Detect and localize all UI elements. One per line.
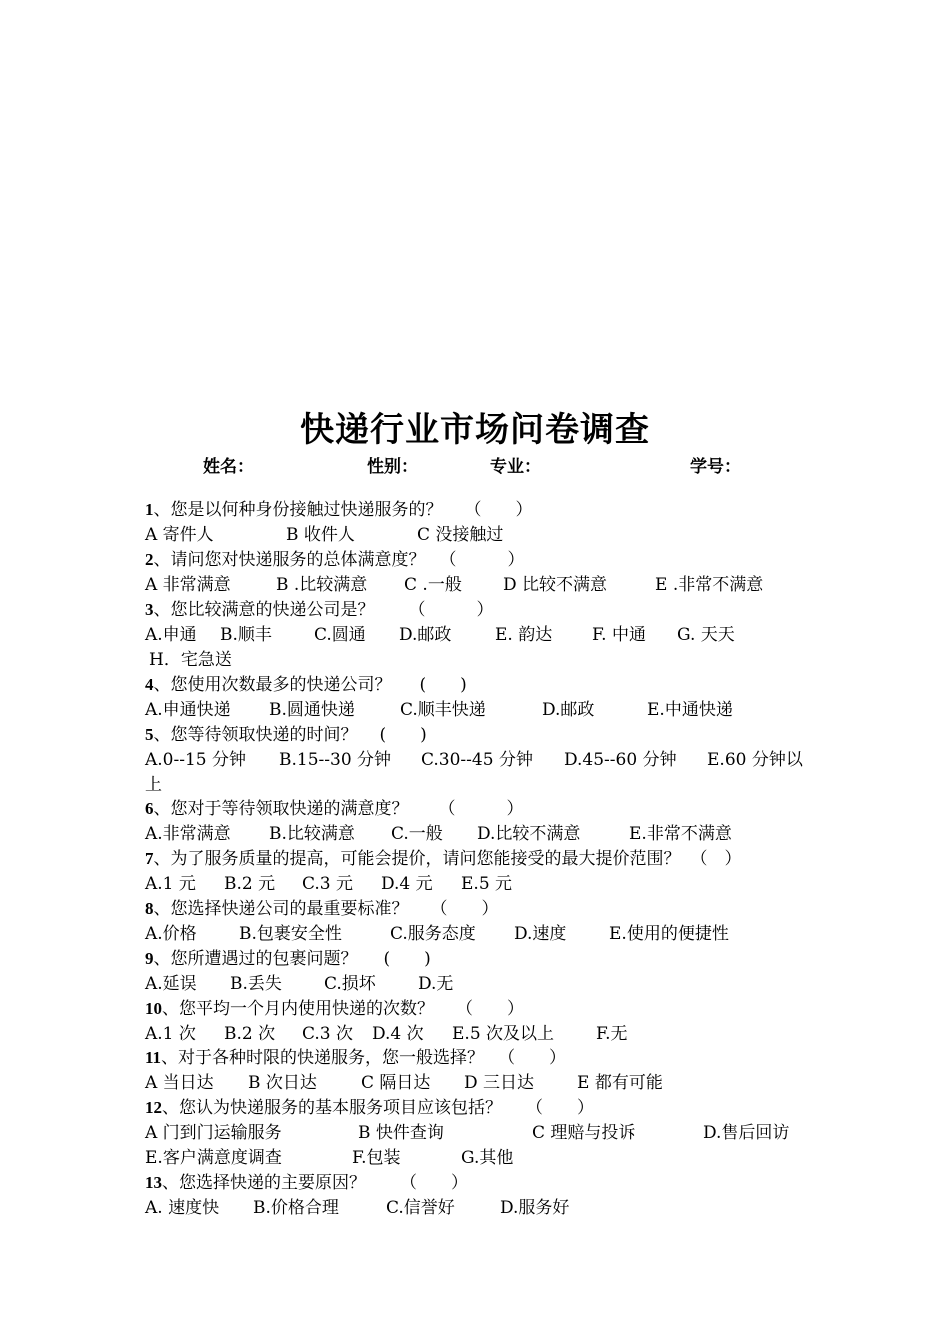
option: C.服务态度 bbox=[390, 924, 476, 944]
question-9: 9、您所遭遇过的包裹问题？ ( ) bbox=[145, 949, 431, 969]
option: C.损坏 bbox=[324, 974, 376, 994]
options-1 bbox=[145, 523, 503, 547]
option: B.圆通快递 bbox=[269, 700, 355, 720]
options-12 bbox=[145, 1121, 789, 1145]
option: C.3 次 bbox=[302, 1024, 354, 1044]
option: C.一般 bbox=[391, 824, 443, 844]
option: D.邮政 bbox=[399, 625, 452, 645]
options-11 bbox=[145, 1071, 663, 1095]
name-label: 姓名： bbox=[203, 457, 254, 477]
option: B.丢失 bbox=[230, 974, 282, 994]
options-3-cont bbox=[149, 648, 232, 672]
option: E.客户满意度调查 bbox=[145, 1148, 282, 1168]
question-13: 13、您选择快递的主要原因？ （ ） bbox=[145, 1173, 468, 1193]
option: E.5 元 bbox=[461, 874, 513, 894]
option: D.服务好 bbox=[500, 1198, 570, 1218]
options-2 bbox=[145, 573, 763, 597]
option: B 收件人 bbox=[286, 525, 355, 545]
question-3: 3、您比较满意的快递公司是？ （ ） bbox=[145, 600, 494, 620]
option: C.圆通 bbox=[314, 625, 366, 645]
option: B.比较满意 bbox=[269, 824, 355, 844]
question-6: 6、您对于等待领取快递的满意度？ （ ） bbox=[145, 799, 524, 819]
option: A.申通快递 bbox=[145, 700, 231, 720]
option: C 隔日达 bbox=[361, 1073, 431, 1093]
option: B.2 元 bbox=[224, 874, 276, 894]
major-label: 专业： bbox=[490, 457, 541, 477]
option: G.其他 bbox=[461, 1148, 514, 1168]
page-title: 快递行业市场问卷调查 bbox=[300, 410, 650, 450]
option: A.非常满意 bbox=[145, 824, 231, 844]
option: 上 bbox=[145, 775, 162, 795]
option: A.1 元 bbox=[145, 874, 196, 894]
option: A.价格 bbox=[145, 924, 197, 944]
options-13 bbox=[145, 1196, 569, 1220]
question-10: 10、您平均一个月内使用快递的次数？ （ ） bbox=[145, 999, 524, 1019]
option: A.申通 bbox=[145, 625, 197, 645]
question-12: 12、您认为快递服务的基本服务项目应该包括？ （ ） bbox=[145, 1098, 594, 1118]
option: A 非常满意 bbox=[145, 575, 231, 595]
option: C.30--45 分钟 bbox=[421, 750, 533, 770]
option: A.1 次 bbox=[145, 1024, 196, 1044]
option: E.60 分钟以 bbox=[707, 750, 803, 770]
option: D.无 bbox=[418, 974, 454, 994]
options-12-cont bbox=[145, 1146, 513, 1170]
option: D.售后回访 bbox=[703, 1123, 790, 1143]
option: E.使用的便捷性 bbox=[609, 924, 729, 944]
options-7 bbox=[145, 872, 512, 896]
option: B.价格合理 bbox=[253, 1198, 339, 1218]
option: D 三日达 bbox=[464, 1073, 535, 1093]
option: D.4 元 bbox=[381, 874, 433, 894]
question-5: 5、您等待领取快递的时间？ ( ) bbox=[145, 725, 427, 745]
student-id-label: 学号： bbox=[690, 457, 741, 477]
option: E 都有可能 bbox=[577, 1073, 663, 1093]
options-5 bbox=[145, 748, 803, 772]
option: E. 韵达 bbox=[495, 625, 553, 645]
option: B 快件查询 bbox=[358, 1123, 444, 1143]
option: B.15--30 分钟 bbox=[279, 750, 392, 770]
question-11: 11、对于各种时限的快递服务，您一般选择？ （ ） bbox=[145, 1048, 567, 1068]
option: B.2 次 bbox=[224, 1024, 276, 1044]
option: A 门到门运输服务 bbox=[145, 1123, 282, 1143]
options-9 bbox=[145, 972, 453, 996]
question-1: 1、您是以何种身份接触过快递服务的？ （ ） bbox=[145, 500, 533, 520]
options-6 bbox=[145, 822, 732, 846]
option: E.中通快递 bbox=[647, 700, 733, 720]
option: B.顺丰 bbox=[220, 625, 272, 645]
option: C 理赔与投诉 bbox=[532, 1123, 636, 1143]
question-4: 4、您使用次数最多的快递公司？ ( ) bbox=[145, 675, 467, 695]
option: F.无 bbox=[596, 1024, 628, 1044]
option: A.0--15 分钟 bbox=[145, 750, 247, 770]
option: D 比较不满意 bbox=[503, 575, 608, 595]
option: E .非常不满意 bbox=[655, 575, 764, 595]
options-10 bbox=[145, 1022, 628, 1046]
option: B .比较满意 bbox=[276, 575, 368, 595]
option: C.顺丰快递 bbox=[400, 700, 486, 720]
options-5-cont bbox=[145, 773, 162, 797]
option: D.45--60 分钟 bbox=[564, 750, 677, 770]
option: D.4 次 bbox=[372, 1024, 424, 1044]
options-8 bbox=[145, 922, 729, 946]
option: C 没接触过 bbox=[417, 525, 504, 545]
question-8: 8、您选择快递公司的最重要标准？ （ ） bbox=[145, 899, 499, 919]
option: D.速度 bbox=[514, 924, 567, 944]
gender-label: 性别： bbox=[367, 457, 418, 477]
question-2: 2、请问您对快递服务的总体满意度？ （ ） bbox=[145, 550, 525, 570]
option: F.包装 bbox=[352, 1148, 401, 1168]
option: C.3 元 bbox=[302, 874, 354, 894]
options-4 bbox=[145, 698, 733, 722]
options-3 bbox=[145, 623, 735, 647]
option: D.邮政 bbox=[542, 700, 595, 720]
option: E.非常不满意 bbox=[629, 824, 732, 844]
option: B 次日达 bbox=[248, 1073, 317, 1093]
option: G. 天天 bbox=[677, 625, 735, 645]
option: E.5 次及以上 bbox=[452, 1024, 555, 1044]
option: F. 中通 bbox=[592, 625, 646, 645]
option: A. 速度快 bbox=[145, 1198, 220, 1218]
option: H．宅急送 bbox=[149, 650, 232, 670]
option: C.信誉好 bbox=[386, 1198, 455, 1218]
option: A 当日达 bbox=[145, 1073, 214, 1093]
option: D.比较不满意 bbox=[477, 824, 581, 844]
question-7: 7、为了服务质量的提高，可能会提价，请问您能接受的最大提价范围？ （ ） bbox=[145, 849, 742, 869]
option: A 寄件人 bbox=[145, 525, 214, 545]
option: A.延误 bbox=[145, 974, 197, 994]
option: C .一般 bbox=[404, 575, 462, 595]
option: B.包裹安全性 bbox=[239, 924, 342, 944]
